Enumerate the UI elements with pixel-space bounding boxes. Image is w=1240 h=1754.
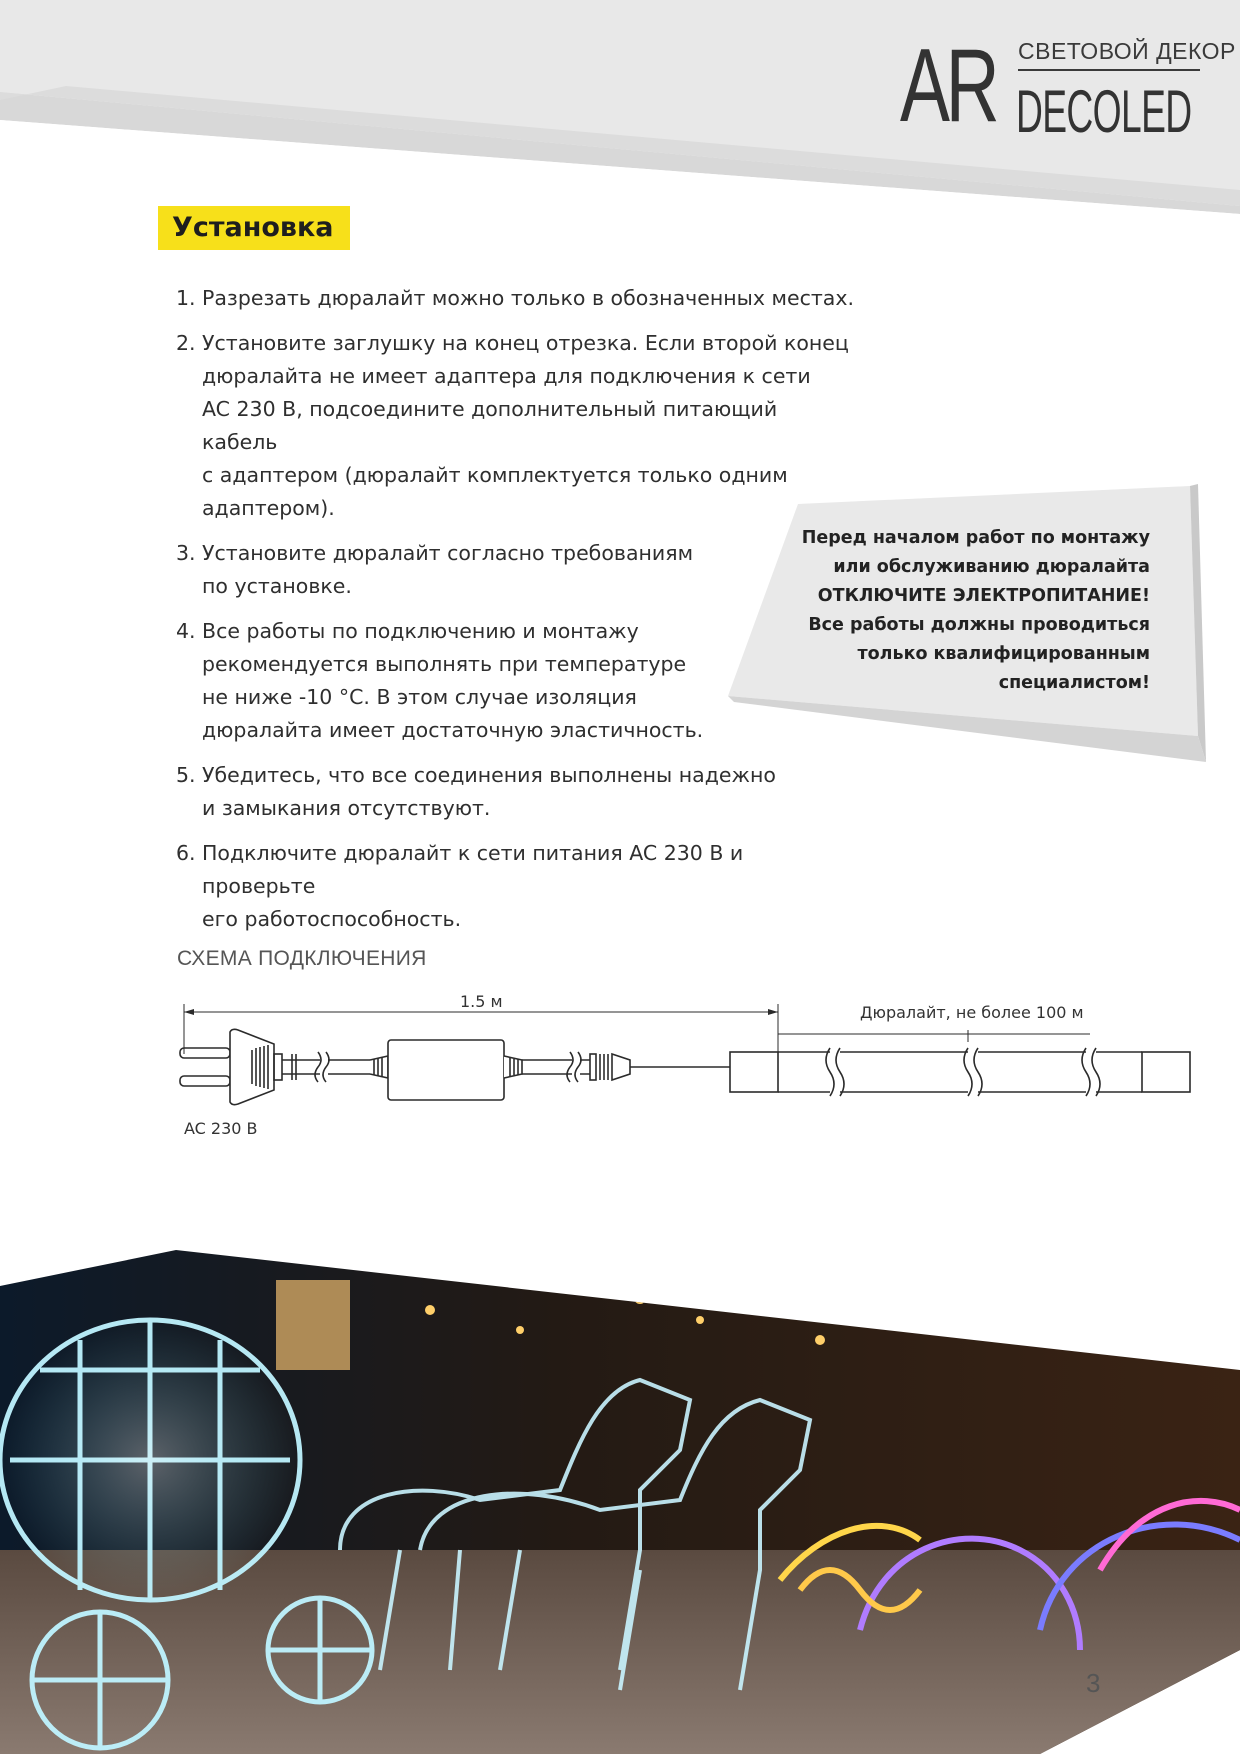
controller-box: [388, 1040, 504, 1100]
brand-divider: [1018, 69, 1200, 71]
step-text: Установите заглушку на конец отрезка. Если второй конец дюралайта не имеет адаптера для подключения к сети AC 230 В, подсоедините дополнительный питающий кабель с адаптером (дюралайт комплектуется только одним адаптером).: [202, 331, 849, 520]
warning-line: только квалифицированным: [857, 644, 1150, 664]
step-number: 4.: [176, 619, 196, 643]
step-text: Разрезать дюралайт можно только в обозначенных местах.: [202, 286, 855, 310]
step-text: Установите дюралайт согласно требованиям по установке.: [202, 541, 694, 598]
step-text: Подключите дюралайт к сети питания AC 230 В и проверьте его работоспособность.: [202, 841, 744, 931]
step-number: 6.: [176, 841, 196, 865]
decor-photo: [0, 1250, 1240, 1754]
warning-text: [770, 524, 1150, 698]
duralight-adapter: [730, 1052, 778, 1092]
warning-line: или обслуживанию дюралайта: [833, 557, 1150, 577]
brand-logo-ar: AR: [900, 28, 996, 144]
plug-icon: [180, 1029, 300, 1104]
end-cap: [1142, 1052, 1190, 1092]
warning-line: Все работы должны проводиться: [808, 615, 1150, 635]
step-item: [176, 282, 856, 315]
warning-line: специалистом!: [998, 673, 1150, 693]
brand-logo-decoled: DECOLED: [1016, 78, 1192, 145]
step-text: Убедитесь, что все соединения выполнены надежно и замыкания отсутствуют.: [202, 763, 776, 820]
page-number: 3: [1086, 1668, 1101, 1698]
duralight-label: Дюралайт, не более 100 м: [860, 1003, 1084, 1022]
brand-tagline: СВЕТОВОЙ ДЕКОР: [1018, 38, 1236, 64]
diagram-title: СХЕМА ПОДКЛЮЧЕНИЯ: [177, 947, 427, 970]
step-text: Все работы по подключению и монтажу рекомендуется выполнять при температуре не ниже -10 °C. В этом случае изоляция дюралайта имеет достаточную эластичность.: [202, 619, 704, 742]
warning-line: ОТКЛЮЧИТЕ ЭЛЕКТРОПИТАНИЕ!: [817, 586, 1150, 606]
step-number: 5.: [176, 763, 196, 787]
connection-diagram: [170, 990, 1200, 1150]
plug-voltage-label: AC 230 В: [184, 1119, 258, 1138]
step-item: [176, 837, 856, 936]
step-number: 2.: [176, 331, 196, 355]
brand-logo: [900, 28, 1236, 150]
step-number: 1.: [176, 286, 196, 310]
step-number: 3.: [176, 541, 196, 565]
section-title: Установка: [158, 206, 350, 250]
warning-line: Перед началом работ по монтажу: [801, 528, 1150, 548]
cable-length-label: 1.5 м: [460, 992, 503, 1011]
